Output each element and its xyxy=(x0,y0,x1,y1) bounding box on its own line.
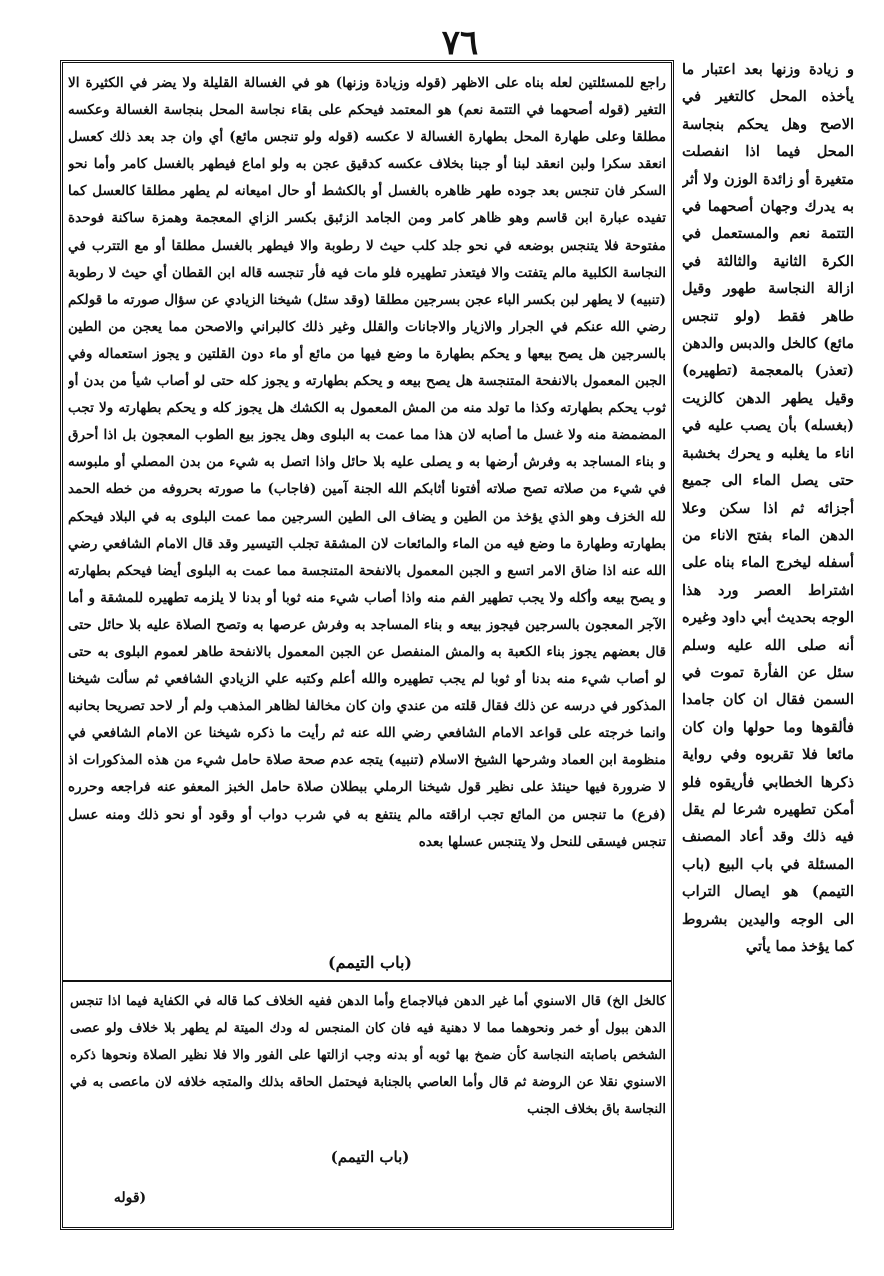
footnote-text xyxy=(70,988,666,1148)
footnote-paragraph: كالخل الخ) قال الاسنوي أما غير الدهن فبالاجماع وأما الدهن ففيه الخلاف كما قاله في الكفاية فيما اذا تنجس الدهن ببول أو خمر ونحوهما مما لا دهنية فيه فان كان المنجس له ودك الميتة لم يطهر بلا خلاف ولو عصى الشخص باصابته النجاسة كأن ضمخ بها ثوبه أو بدنه وجب ازالتها على الفور والا فلا نظير الصلاة ونحوها ذكره الاسنوي نقلا عن الروضة ثم قال وأما العاصي بالجنابة فيحتمل الحاقه بذلك والمتجه خلافه لان ماعصى به في النجاسة باق بخلاف الجنب xyxy=(70,994,666,1117)
catchword: (قوله xyxy=(113,1190,147,1206)
page-number: ٧٦ xyxy=(441,23,479,63)
footnote-divider xyxy=(62,980,672,982)
footnote-chapter-heading: (باب التيمم) xyxy=(330,1148,410,1166)
margin-paragraph: و زيادة وزنها بعد اعتبار ما يأخذه المحل كالتغير في الاصح وهل يحكم بنجاسة المحل فيما اذا انفصلت متغيرة أو زائدة الوزن ولا أثر به يدرك وجهان أصحهما في التتمة نعم والمستعمل في الكرة الثانية والثالثة في ازالة النجاسة طهور وقيل طاهر فقط (ولو تنجس مائع) كالخل والدبس والدهن (تعذر) بالمعجمة (تطهيره) وقيل يطهر الدهن كالزيت (بغسله) بأن يصب عليه في اناء ما يغلبه و يحرك بخشبة حتى يصل الماء الى جميع أجزائه ثم اذا سكن وعلا الدهن الماء بفتح الاناء من أسفله ليخرج الماء بناه على اشتراط العصر ورد هذا الوجه بحديث أبي داود وغيره أنه صلى الله عليه وسلم سئل عن الفأرة تموت في السمن فقال ان كان جامدا فألقوها وما حولها وان كان مائعا فلا تقربوه وفي رواية ذكرها الخطابي فأريقوه فلو أمكن تطهيره شرعا لم يقل فيه ذلك وقد أعاد المصنف المسئلة في باب البيع (باب التيمم) هو ايصال التراب الى الوجه واليدين بشروط كما يؤخذ مما يأتي xyxy=(682,61,854,955)
main-commentary-text xyxy=(68,70,666,975)
main-chapter-heading: (باب التيمم) xyxy=(328,953,412,972)
main-commentary-paragraph: راجع للمسئلتين لعله بناه على الاظهر (قوله وزيادة وزنها) هو في الغسالة القليلة ولا يضر في الكثيرة الا التغير (قوله أصحهما في التتمة نعم) هو المعتمد فيحكم على بقاء نجاسة المحل بنجاسة الغسالة وعكسه مطلقا وعلى طهارة المحل بطهارة الغسالة لا عكسه (قوله ولو تنجس مائع) أي وان جد بعد ذلك كعسل انعقد سكرا ولبن انعقد لبنا أو جبنا بخلاف عكسه كدقيق عجن به ولو اماع فيطهر بالغسل كامر وأما نحو السكر فان تنجس بعد جوده طهر ظاهره بالغسل أو بالكشط أو حال اميعانه لم يطهر مطلقا كالعسل كما تفيده عبارة ابن قاسم وهو ظاهر كامر ومن الجامد الزئبق بكسر الزاي المعجمة وهمزة ساكنة فوحدة مفتوحة فلا يتنجس بوضعه في نحو جلد كلب حيث لا رطوبة والا فيطهر بالغسل مطلقا أو مع التترب في النجاسة الكلبية مالم يتفتت والا فيتعذر تطهيره فلو مات فيه فأر تنجسه قاله ابن القطان أي حيث لا رطوبة (تنبيه) لا يطهر لبن بكسر الباء عجن بسرجين مطلقا (وقد سئل) شيخنا الزيادي عن سؤال صورته ما قولكم رضي الله عنكم في الجرار والازيار والاجانات والقلل وغير ذلك كالبراني والاصحن مما يعجن من الطين بالسرجين هل يصح بيعها و يحكم بطهارة ما وضع فيها من مائع أو ماء دون القلتين و يجوز استعماله وفي الجبن المعمول بالانفحة المتنجسة هل يصح بيعه و يحكم بطهارته و يجوز كله حتى لو أصاب شيأ من بدن أو ثوب يحكم بطهارته وكذا ما تولد منه من المش المعمول به الكشك هل يجوز كله و يحكم بطهارته ولا تجب المضمضة منه ولا غسل ما أصابه لان هذا مما عمت به البلوى وهل يجوز بيع الطوب المعجون بل اذا أحرق و بناء المساجد به وفرش أرضها به و يصلى عليه بلا حائل واذا اتصل به شيء من بدن المصلي أو ملبوسه في شيء من صلاته تصح صلاته أفتونا أثابكم الله الجنة آمين (فاجاب) ما صورته بحروفه من خطه الحمد لله الخزف وهو الذي يؤخذ من الطين و يضاف الى الطين السرجين مما عمت البلوى به في البلاد فيحكم بطهارته وطهارة ما وضع فيه من الماء والمائعات لان المشقة تجلب التيسير وقد قال الامام الشافعي رضي الله عنه اذا ضاق الامر اتسع و الجبن المعمول بالانفحة المتنجسة مما عمت به البلوى أيضا فيحكم بطهارته و يصح بيعه وأكله ولا يجب تطهير الفم منه واذا أصاب شيء منه ثوبا أو بدنا لا يلزمه تطهيره للمشقة و أما الآجر المعجون بالسرجين فيجوز بيعه و بناء المساجد به وفرش عرصها به وتصح الصلاة عليه بلا حائل حتى قال بعضهم يجوز بناء الكعبة به والمش المنفصل عن الجبن المعمول بالانفحة طاهر لعموم البلوى به حتى لو أصاب شيء منه بدنا أو ثوبا لم يجب تطهيره والله أعلم وكتبه علي الزيادي الشافعي ثم سألت شيخنا المذكور في درسه عن ذلك فقال قلته من عندي وان كان مخالفا لظاهر المذهب ولم أر لاحد تصريحا بحانبه وانما خرجته على قواعد الامام الشافعي رضي الله عنه ثم رأيت ما ذكره شيخنا عن الامام الشافعي في منظومة ابن العماد وشرحها الشيخ الاسلام (تنبيه) يتجه عدم صحة صلاة حامل شيء من هذه المذكورات اذ لا ضرورة فيها حينئذ على نظير قول شيخنا الرملي ببطلان صلاة حامل الخبز المعفو عنه فراجعه وحرره (فرع) ما تنجس من المائع تجب اراقته مالم ينتفع به في شرب دواب أو وقود أو نحو ذلك ومنه عسل تنجس فيسقى للنحل ولا يتنجس عسلها بعده xyxy=(68,75,666,850)
margin-text xyxy=(682,56,854,1146)
